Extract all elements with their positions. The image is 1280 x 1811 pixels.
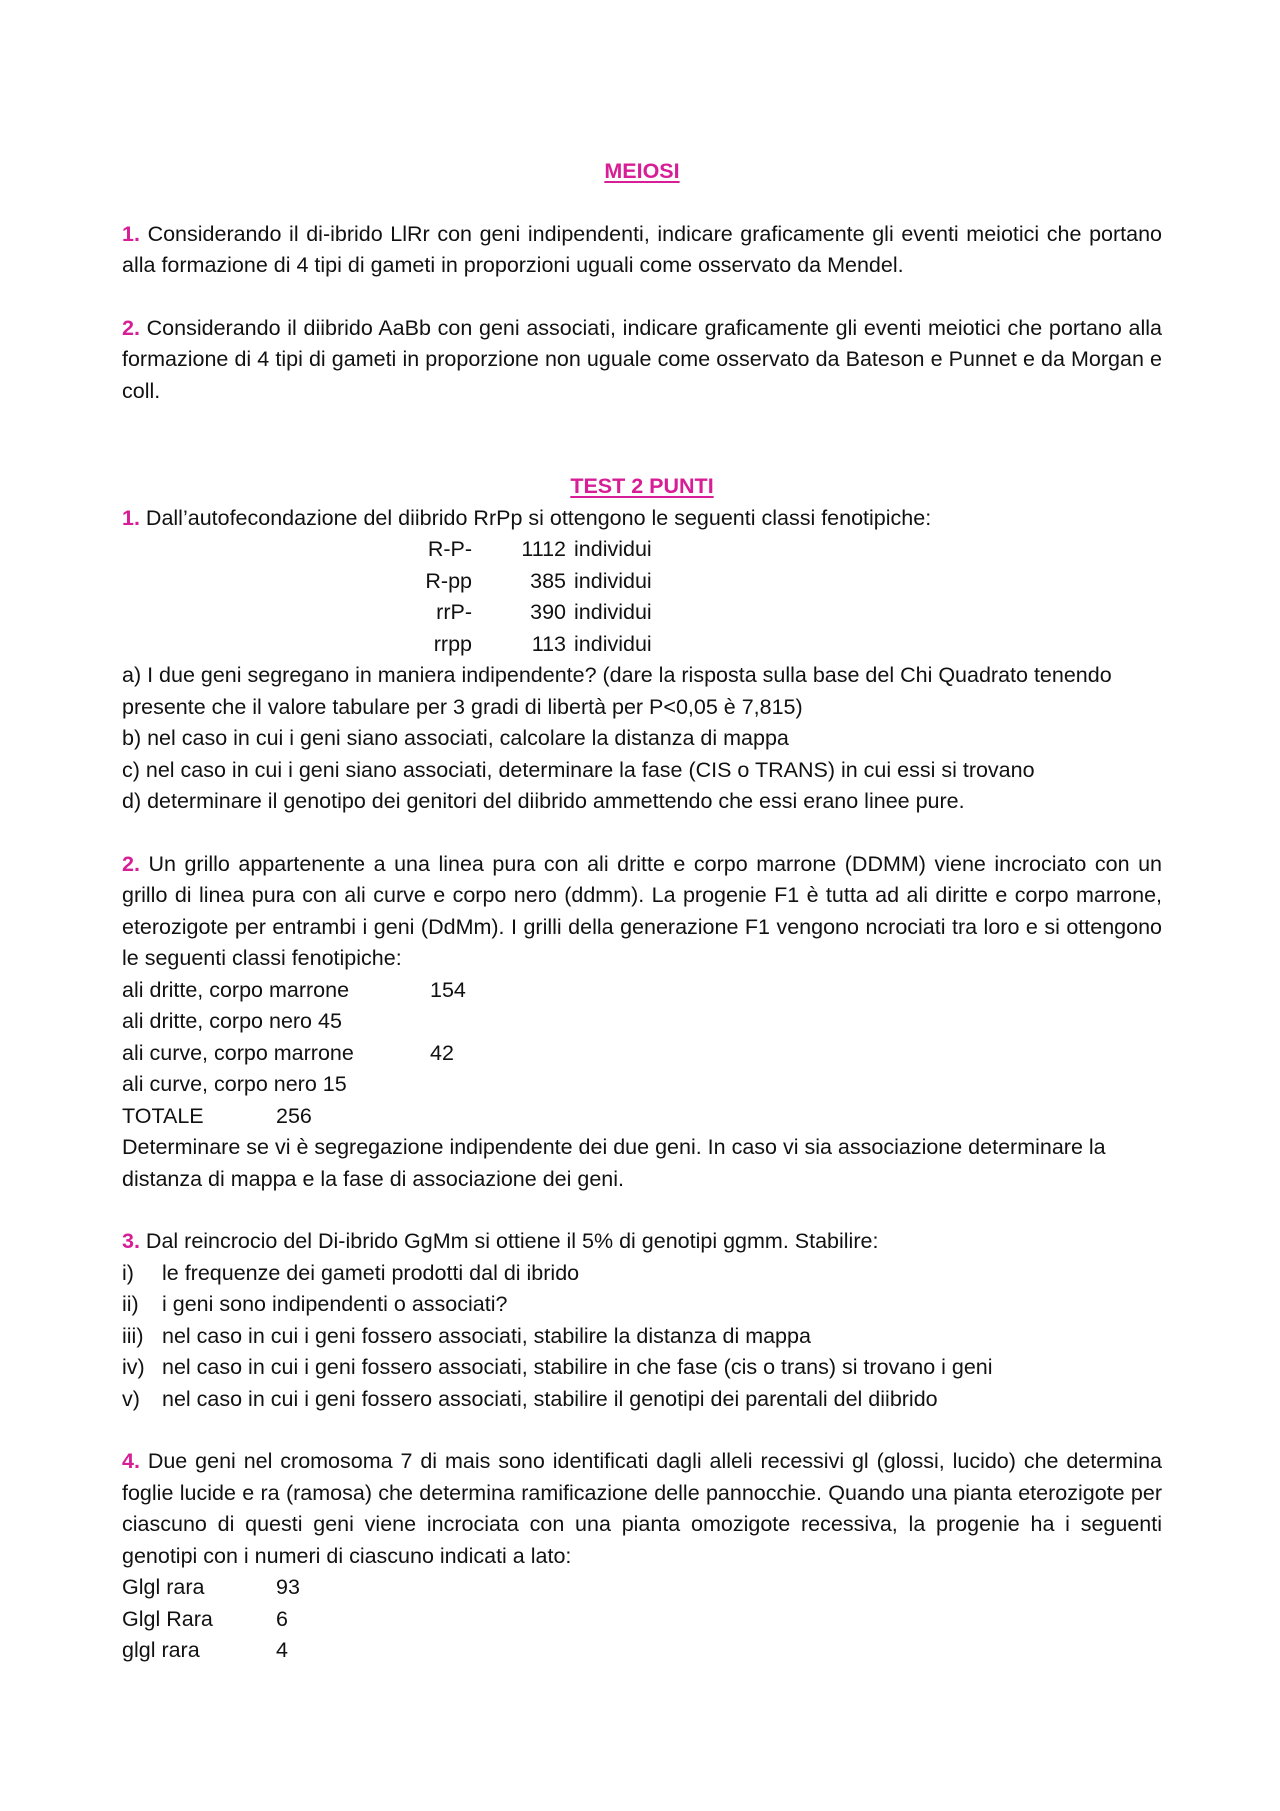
genotype-row	[122, 1604, 1162, 1636]
maize-genotype-list	[122, 1572, 1162, 1667]
list-item	[122, 1352, 1162, 1384]
phenotype-row	[122, 975, 1162, 1007]
phenotype-count: 42	[430, 1040, 454, 1065]
list-marker: i)	[122, 1260, 134, 1285]
unit: individui	[574, 600, 652, 624]
section-title-meiosi: MEIOSI	[604, 159, 680, 183]
question-number: 2.	[122, 315, 140, 340]
question-text: Considerando il diibrido AaBb con geni associati, indicare graficamente gli eventi meiotici che portano alla formazione di 4 tipi di gameti in proporzione non uguale come osservato da Bateson e Punnet e da Morgan e coll.	[122, 315, 1162, 403]
count: 113	[531, 631, 566, 656]
cricket-phenotype-list	[122, 975, 1162, 1133]
list-marker: ii)	[122, 1292, 139, 1316]
unit: individui	[574, 631, 652, 656]
unit: individui	[574, 537, 652, 561]
unit: individui	[574, 568, 652, 593]
genotype-count: 6	[276, 1606, 288, 1631]
question-number: 1.	[122, 221, 140, 246]
phenotype-row	[392, 534, 1162, 566]
question-text: Considerando il di-ibrido LlRr con geni indipendenti, indicare graficamente gli eventi meiotici che portano alla formazione di 4 tipi di gameti in proporzioni uguali come osservato da Mendel.	[122, 221, 1162, 277]
phenotype-row	[122, 1038, 1162, 1070]
genotype: Glgl rara	[122, 1575, 205, 1599]
test-question-1-part-c: c) nel caso in cui i geni siano associati, determinare la fase (CIS o TRANS) in cui essi si trovano	[122, 757, 1035, 782]
total-label: TOTALE	[122, 1103, 204, 1128]
genotype-count: 93	[276, 1575, 300, 1599]
test-question-2-intro	[122, 849, 1162, 975]
phenotype-row	[122, 1006, 1162, 1038]
phenotype-row	[392, 566, 1162, 598]
list-item	[122, 1384, 1162, 1416]
count: 1112	[521, 537, 566, 561]
meiosi-question-1	[122, 219, 1162, 282]
document-content	[122, 156, 1162, 1667]
test-question-1-part-a: a) I due geni segregano in maniera indipendente? (dare la risposta sulla base del Chi Quadrato tenendo presente che il valore tabulare per 3 gradi di libertà per P<0,05 è 7,815)	[122, 663, 1112, 719]
meiosi-question-2	[122, 313, 1162, 408]
test-question-1-intro	[122, 503, 1162, 535]
list-item	[122, 1289, 1162, 1321]
list-marker: iii)	[122, 1323, 144, 1348]
genotype-row	[122, 1572, 1162, 1604]
total-value: 256	[276, 1103, 312, 1128]
phenotype-label: ali curve, corpo nero	[122, 1072, 317, 1096]
question-text: Dal reincrocio del Di-ibrido GgMm si ottiene il 5% di genotipi ggmm. Stabilire:	[145, 1229, 879, 1253]
roman-list	[122, 1258, 1162, 1416]
test-question-4-intro	[122, 1446, 1162, 1572]
question-number: 1.	[122, 505, 140, 530]
list-item	[122, 1321, 1162, 1353]
phenotype: rrpp	[433, 631, 472, 656]
test-question-1-part-b: b) nel caso in cui i geni siano associati, calcolare la distanza di mappa	[122, 726, 789, 750]
phenotype: R-pp	[425, 568, 472, 593]
phenotype-label: ali curve, corpo marrone	[122, 1040, 354, 1065]
question-text: Dall’autofecondazione del diibrido RrPp si ottengono le seguenti classi fenotipiche:	[145, 505, 932, 530]
list-text: nel caso in cui i geni fossero associati, stabilire la distanza di mappa	[162, 1323, 811, 1348]
phenotype: rrP-	[436, 600, 472, 624]
list-text: nel caso in cui i geni fossero associati, stabilire il genotipi dei parentali del diibrido	[162, 1386, 938, 1411]
test-question-1-part-d: d) determinare il genotipo dei genitori del diibrido ammettendo che essi erano linee pure.	[122, 789, 965, 813]
total-row	[122, 1101, 1162, 1133]
question-number: 3.	[122, 1229, 140, 1253]
question-number: 2.	[122, 851, 140, 876]
phenotype-count: 15	[322, 1072, 347, 1096]
test-question-2-question: Determinare se vi è segregazione indipendente dei due geni. In caso vi sia associazione determinare la distanza di mappa e la fase di associazione dei geni.	[122, 1135, 1106, 1191]
question-text: Un grillo appartenente a una linea pura con ali dritte e corpo marrone (DDMM) viene incrociato con un grillo di linea pura con ali curve e corpo nero (ddmm). La progenie F1 è tutta ad ali diritte e corpo marrone, eterozigote per entrambi i geni (DdMm). I grilli della generazione F1 vengono ncrociati tra loro e si ottengono le seguenti classi fenotipiche:	[122, 851, 1162, 970]
phenotype-label: ali dritte, corpo nero	[122, 1009, 313, 1033]
question-number: 4.	[122, 1449, 140, 1473]
phenotype-row	[122, 1069, 1162, 1101]
genotype: Glgl Rara	[122, 1606, 213, 1631]
phenotype: R-P-	[427, 537, 472, 561]
question-text: Due geni nel cromosoma 7 di mais sono identificati dagli alleli recessivi gl (glossi, lucido) che determina foglie lucide e ra (ramosa) che determina ramificazione delle pannocchie. Quando una pianta eterozigote per ciascuno di questi geni viene incrociata con una pianta omozigote recessiva, la progenie ha i seguenti genotipi con i numeri di ciascuno indicati a lato:	[122, 1449, 1162, 1568]
count: 390	[530, 600, 566, 624]
phenotype-row	[392, 629, 1162, 661]
genotype-row	[122, 1635, 1162, 1667]
genotype: glgl rara	[122, 1638, 200, 1662]
list-item	[122, 1258, 1162, 1290]
list-marker: v)	[122, 1386, 140, 1411]
test-question-3-intro	[122, 1226, 1162, 1258]
list-text: nel caso in cui i geni fossero associati, stabilire in che fase (cis o trans) si trovano i geni	[162, 1355, 993, 1379]
count: 385	[530, 568, 566, 593]
phenotype-count: 45	[318, 1009, 342, 1033]
list-marker: iv)	[122, 1355, 145, 1379]
phenotype-label: ali dritte, corpo marrone	[122, 977, 350, 1002]
phenotype-count: 154	[430, 977, 466, 1002]
phenotype-row	[392, 597, 1162, 629]
list-text: le frequenze dei gameti prodotti dal di ibrido	[162, 1260, 580, 1285]
phenotype-class-table	[392, 534, 1162, 660]
list-text: i geni sono indipendenti o associati?	[162, 1292, 508, 1316]
genotype-count: 4	[276, 1638, 288, 1662]
section-title-test: TEST 2 PUNTI	[570, 474, 714, 498]
